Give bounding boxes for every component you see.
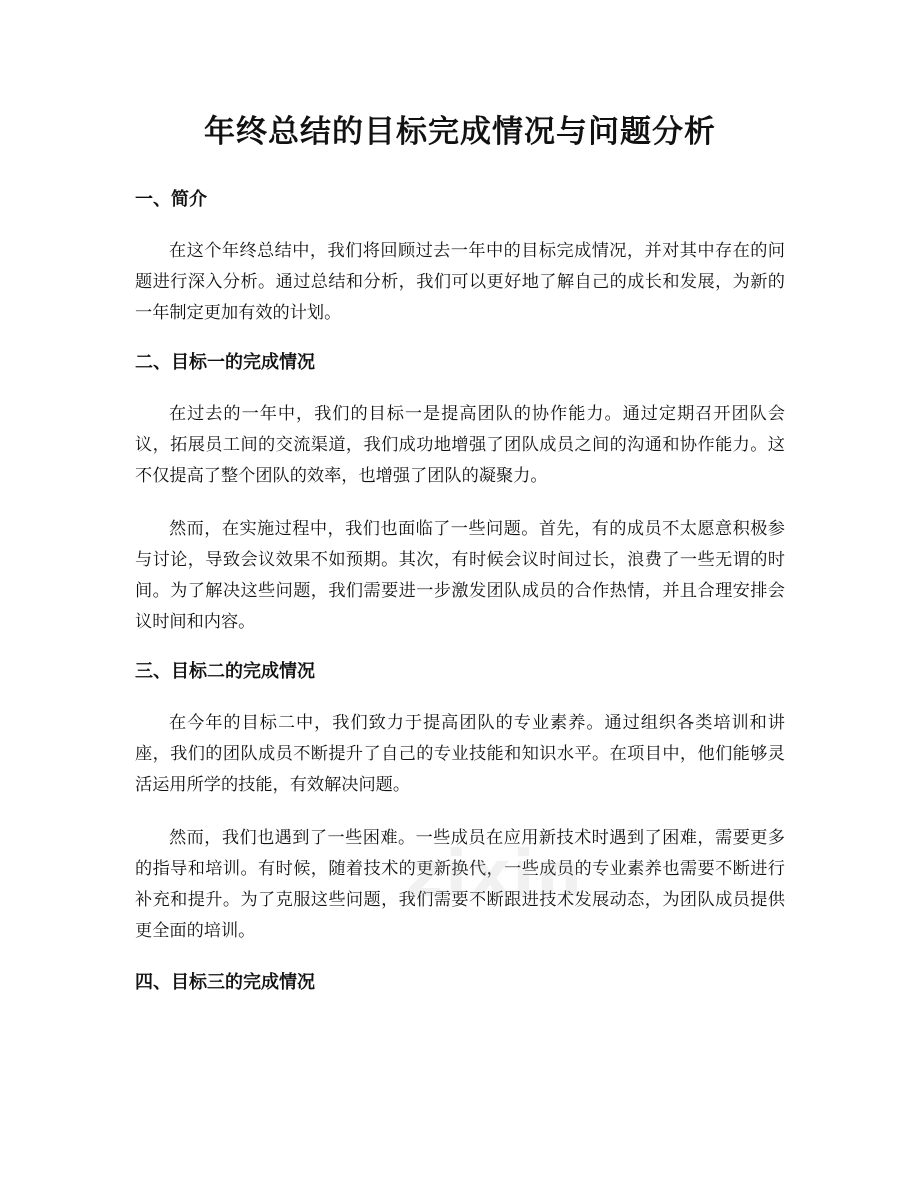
watermark-logo: zixin <box>406 838 584 912</box>
document-title: 年终总结的目标完成情况与问题分析 <box>204 114 716 150</box>
paragraph-intro: 在这个年终总结中，我们将回顾过去一年中的目标完成情况，并对其中存在的问题进行深入分析。通过总结和分析，我们可以更好地了解自己的成长和发展，为新的一年制定更加有效的计划。 <box>135 241 785 323</box>
paragraph-goal-two-result: 在今年的目标二中，我们致力于提高团队的专业素养。通过组织各类培训和讲座，我们的团队成员不断提升了自己的专业技能和知识水平。在项目中，他们能够灵活运用所学的技能，有效解决问题。 <box>135 713 785 795</box>
paragraph-goal-two-problems: 然而，我们也遇到了一些困难。一些成员在应用新技术时遇到了困难，需要更多的指导和培训。有时候，随着技术的更新换代，一些成员的专业素养也需要不断进行补充和提升。为了克服这些问题，我们需要不断跟进技术发展动态，为团队成员提供更全面的培训。 <box>135 828 785 941</box>
section-heading-goal-one: 二、目标一的完成情况 <box>135 352 315 373</box>
section-heading-goal-two: 三、目标二的完成情况 <box>135 661 315 682</box>
paragraph-goal-one-problems: 然而，在实施过程中，我们也面临了一些问题。首先，有的成员不太愿意积极参与讨论，导致会议效果不如预期。其次，有时候会议时间过长，浪费了一些无谓的时间。为了解决这些问题，我们需要进一步激发团队成员的合作热情，并且合理安排会议时间和内容。 <box>135 519 785 632</box>
paragraph-goal-one-result: 在过去的一年中，我们的目标一是提高团队的协作能力。通过定期召开团队会议，拓展员工间的交流渠道，我们成功地增强了团队成员之间的沟通和协作能力。这不仅提高了整个团队的效率，也增强了团队的凝聚力。 <box>135 404 785 486</box>
section-heading-intro: 一、简介 <box>135 189 207 210</box>
section-heading-goal-three: 四、目标三的完成情况 <box>135 972 315 993</box>
